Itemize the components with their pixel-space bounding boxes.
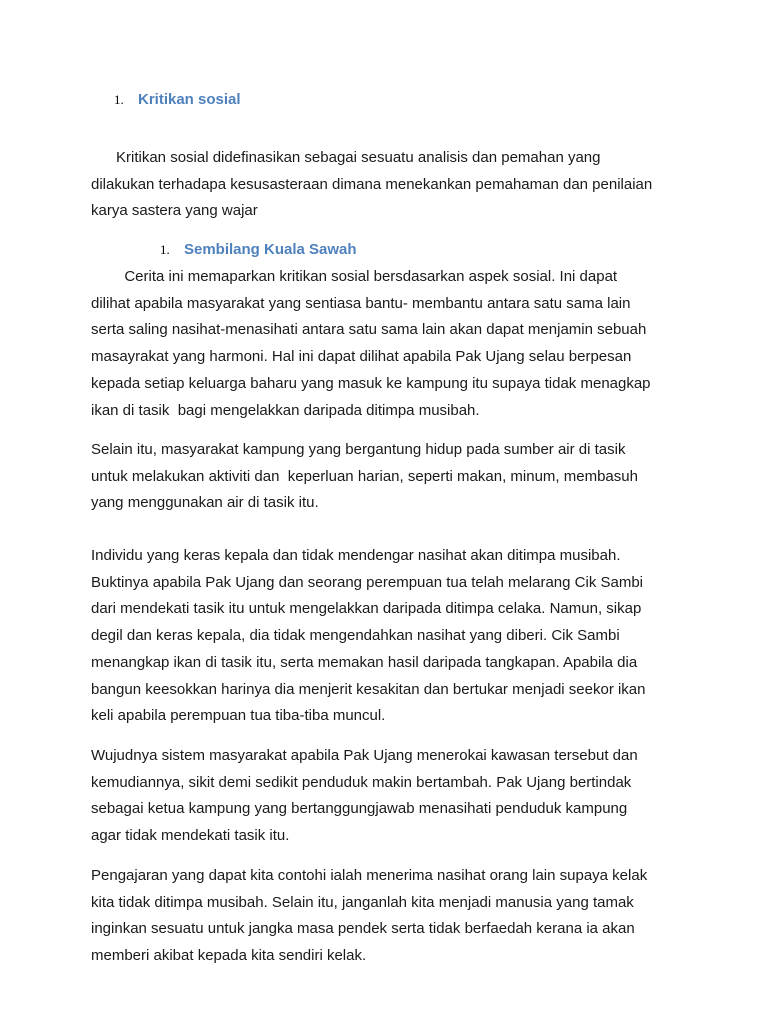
text-line: serta saling nasihat-menasihati antara satu sama lain akan dapat menjamin sebuah	[91, 321, 647, 339]
section-heading-sembilang-kuala-sawah	[160, 241, 357, 258]
paragraph-definition	[91, 145, 681, 225]
text-line: inginkan sesuatu untuk jangka masa pendek serta tidak berfaedah kerana ia akan	[91, 920, 635, 938]
text-line: Cerita ini memaparkan kritikan sosial bersdasarkan aspek sosial. Ini dapat	[91, 268, 618, 285]
text-line: masayrakat yang harmoni. Hal ini dapat dilihat apabila Pak Ujang selau berpesan	[91, 348, 632, 366]
text-line: dilakukan terhadapa kesusasteraan dimana menekankan pemahaman dan penilaian	[91, 175, 653, 193]
text-line: Pengajaran yang dapat kita contohi ialah menerima nasihat orang lain supaya kelak	[91, 867, 648, 884]
section-title: Kritikan sosial	[138, 91, 241, 108]
text-line: keli apabila perempuan tua tiba-tiba muncul.	[91, 707, 386, 725]
text-line: kemudiannya, sikit demi sedikit penduduk makin bertambah. Pak Ujang bertindak	[91, 773, 632, 791]
paragraph-lake-dependency	[91, 437, 681, 517]
section-title: Sembilang Kuala Sawah	[184, 241, 357, 258]
text-line: ikan di tasik bagi mengelakkan daripada ditimpa musibah.	[91, 401, 480, 419]
text-line: Wujudnya sistem masyarakat apabila Pak Ujang menerokai kawasan tersebut dan	[91, 747, 638, 764]
text-line: Selain itu, masyarakat kampung yang bergantung hidup pada sumber air di tasik	[91, 441, 626, 458]
text-line: dari mendekati tasik itu untuk mengelakkan daripada ditimpa celaka. Namun, sikap	[91, 600, 642, 618]
section-heading-kritikan-sosial	[114, 91, 241, 108]
text-line: sebagai ketua kampung yang bertanggungjawab menasihati penduduk kampung	[91, 800, 628, 818]
text-line: Individu yang keras kepala dan tidak mendengar nasihat akan ditimpa musibah.	[91, 547, 621, 564]
text-line: kepada setiap keluarga baharu yang masuk ke kampung itu supaya tidak menagkap	[91, 374, 651, 392]
text-line: menangkap ikan di tasik itu, serta memakan hasil daripada tangkapan. Apabila dia	[91, 653, 638, 671]
text-line: agar tidak mendekati tasik itu.	[91, 827, 290, 845]
text-line: yang menggunakan air di tasik itu.	[91, 494, 319, 512]
text-line: kita tidak ditimpa musibah. Selain itu, janganlah kita menjadi manusia yang tamak	[91, 893, 634, 911]
text-line: karya sastera yang wajar	[91, 202, 258, 220]
paragraph-moral-lesson	[91, 863, 681, 970]
list-number: 1.	[160, 242, 170, 257]
text-line: Kritikan sosial didefinasikan sebagai sesuatu analisis dan pemahan yang	[91, 149, 601, 166]
paragraph-community-system	[91, 743, 681, 850]
text-line: memberi akibat kepada kita sendiri kelak.	[91, 947, 367, 965]
text-line: degil dan keras kepala, dia tidak mengendahkan nasihat yang diberi. Cik Sambi	[91, 627, 620, 645]
paragraph-stubborn-individual	[91, 543, 681, 730]
paragraph-story-summary	[91, 264, 681, 424]
list-number: 1.	[114, 92, 124, 107]
text-line: dilihat apabila masyarakat yang sentiasa bantu- membantu antara satu sama lain	[91, 294, 631, 312]
text-line: untuk melakukan aktiviti dan keperluan harian, seperti makan, minum, membasuh	[91, 467, 638, 485]
text-line: Buktinya apabila Pak Ujang dan seorang perempuan tua telah melarang Cik Sambi	[91, 573, 644, 591]
text-line: bangun keesokkan harinya dia menjerit kesakitan dan bertukar menjadi seekor ikan	[91, 680, 646, 698]
